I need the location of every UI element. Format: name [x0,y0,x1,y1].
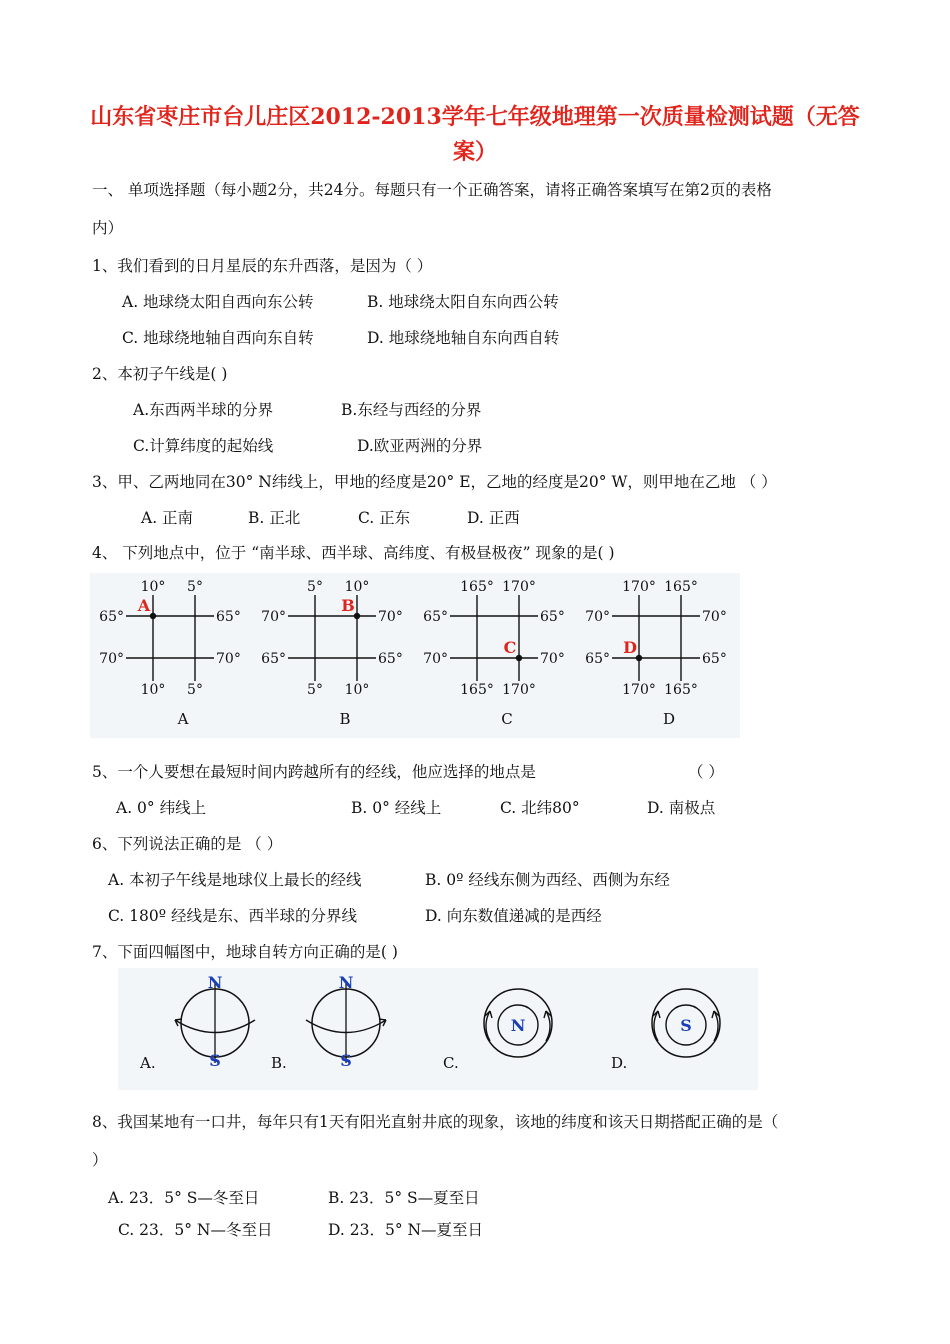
q4-stem: 4、 下列地点中，位于 “南半球、西半球、高纬度、有极昼极夜” 现象的是( ) [92,544,615,562]
q8-stem-line1: 8、我国某地有一口井，每年只有1天有阳光直射井底的现象，该地的纬度和该天日期搭配正确的是（ [92,1113,779,1131]
grid-right-upper-label: 65° [540,609,565,625]
q8-option-a: A. 23．5° S—冬至日 [108,1189,260,1207]
rotation-caption: D. [611,1054,628,1072]
grid-caption: C [501,710,513,728]
grid-top-left-label: 170° [622,579,656,595]
q1-option-b: B. 地球绕太阳自东向西公转 [367,293,559,311]
q6-option-b: B. 0º 经线东侧为西经、西侧为东经 [425,871,670,889]
q8-option-c: C. 23．5° N—冬至日 [118,1221,273,1239]
q1-stem: 1、我们看到的日月星辰的东升西落，是因为（ ） [92,257,433,275]
grid-top-right-label: 170° [502,579,536,595]
grid-right-upper-label: 70° [702,609,727,625]
grid-top-left-label: 5° [307,579,323,595]
grid-D [585,579,727,728]
grid-left-upper-label: 70° [261,609,286,625]
rotation-caption: B. [271,1054,287,1072]
grid-bottom-right-label: 5° [187,682,203,698]
grid-point-label: D [623,638,637,657]
rotation-fig-2 [271,973,386,1072]
grid-bottom-right-label: 170° [502,682,536,698]
q6-stem: 6、下列说法正确的是 （ ） [92,835,283,853]
grid-point [150,613,156,619]
q1-option-c: C. 地球绕地轴自西向东自转 [122,329,314,347]
q2-stem: 2、本初子午线是( ) [92,365,228,383]
q2-option-a: A.东西两半球的分界 [133,401,274,419]
q3-option-d: D. 正西 [467,509,520,527]
q5-option-d: D. 南极点 [647,799,716,817]
section-heading-line1: 一、 单项选择题（每小题2分，共24分。每题只有一个正确答案，请将正确答案填写在第2页的表格 [92,181,772,199]
pole-label: N [510,1016,526,1035]
q6-option-a: A. 本初子午线是地球仪上最长的经线 [108,871,362,889]
q5-answer-blank: （ ） [688,763,724,781]
grid-caption: A [177,710,189,728]
grid-right-upper-label: 65° [216,609,241,625]
q2-option-d: D.欧亚两洲的分界 [357,437,483,455]
q5-stem: 5、一个人要想在最短时间内跨越所有的经线，他应选择的地点是 [92,763,536,781]
page-title-line2: 案） [452,139,497,165]
grid-top-left-label: 165° [460,579,494,595]
grid-right-lower-label: 65° [702,651,727,667]
grid-bottom-right-label: 10° [344,682,370,698]
grid-C [423,579,565,728]
grid-right-lower-label: 65° [378,651,403,667]
q7-stem: 7、下面四幅图中，地球自转方向正确的是( ) [92,943,398,961]
grid-point [516,655,522,661]
grid-left-upper-label: 65° [423,609,448,625]
rotation-figure [118,968,758,1090]
north-pole-label: N [207,973,223,992]
q3-option-c: C. 正东 [358,509,411,527]
grid-caption: B [339,710,351,728]
q5-option-a: A. 0° 纬线上 [116,799,207,817]
grid-top-right-label: 5° [187,579,203,595]
grid-left-upper-label: 65° [99,609,124,625]
q3-stem: 3、甲、乙两地同在30° N纬线上，甲地的经度是20° E，乙地的经度是20° W，则甲地在乙地 （ ） [92,473,777,491]
latitude-grid-svg [90,573,740,738]
q2-option-c: C.计算纬度的起始线 [133,437,274,455]
north-pole-label: N [338,973,354,992]
rotation-caption: A. [140,1054,156,1072]
q8-option-b: B. 23．5° S—夏至日 [328,1189,480,1207]
grid-bottom-left-label: 170° [622,682,656,698]
rotation-fig-3 [443,989,552,1072]
q8-stem-line2: ） [92,1151,108,1169]
rotation-fig-1 [139,973,255,1072]
grid-caption: D [662,710,676,728]
rotation-fig-4 [611,989,720,1072]
south-pole-label: S [340,1051,352,1070]
latitude-grid-figure [90,573,740,738]
grid-top-right-label: 10° [344,579,370,595]
grid-right-lower-label: 70° [540,651,565,667]
grid-left-lower-label: 70° [423,651,448,667]
rotation-caption: C. [443,1054,459,1072]
grid-left-lower-label: 65° [261,651,286,667]
grid-bottom-left-label: 10° [140,682,166,698]
grid-B [261,579,403,728]
q3-option-a: A. 正南 [141,509,194,527]
q2-option-b: B.东经与西经的分界 [341,401,482,419]
grid-bottom-left-label: 165° [460,682,494,698]
q5-option-c: C. 北纬80° [500,799,580,817]
q8-option-d: D. 23．5° N—夏至日 [328,1221,484,1239]
grid-left-lower-label: 65° [585,651,610,667]
q6-option-d: D. 向东数值递减的是西经 [425,907,602,925]
q6-option-c: C. 180º 经线是东、西半球的分界线 [108,907,357,925]
grid-point-label: C [503,638,517,657]
grid-top-right-label: 165° [664,579,698,595]
pole-label: S [680,1016,692,1035]
section-heading-line2: 内） [92,219,124,237]
grid-point-label: B [341,596,355,615]
grid-bottom-right-label: 165° [664,682,698,698]
grid-right-lower-label: 70° [216,651,241,667]
rotation-svg [118,968,758,1090]
page-title-line1: 山东省枣庄市台儿庄区2012-2013学年七年级地理第一次质量检测试题（无答 [90,104,860,130]
q1-option-d: D. 地球绕地轴自东向西自转 [367,329,560,347]
grid-top-left-label: 10° [140,579,166,595]
grid-left-upper-label: 70° [585,609,610,625]
grid-right-upper-label: 70° [378,609,403,625]
q3-option-b: B. 正北 [248,509,301,527]
grid-left-lower-label: 70° [99,651,124,667]
grid-bottom-left-label: 5° [307,682,323,698]
grid-point-label: A [137,596,151,615]
south-pole-label: S [209,1051,221,1070]
grid-A [99,579,241,728]
q1-option-a: A. 地球绕太阳自西向东公转 [122,293,314,311]
q5-option-b: B. 0° 经线上 [351,799,442,817]
